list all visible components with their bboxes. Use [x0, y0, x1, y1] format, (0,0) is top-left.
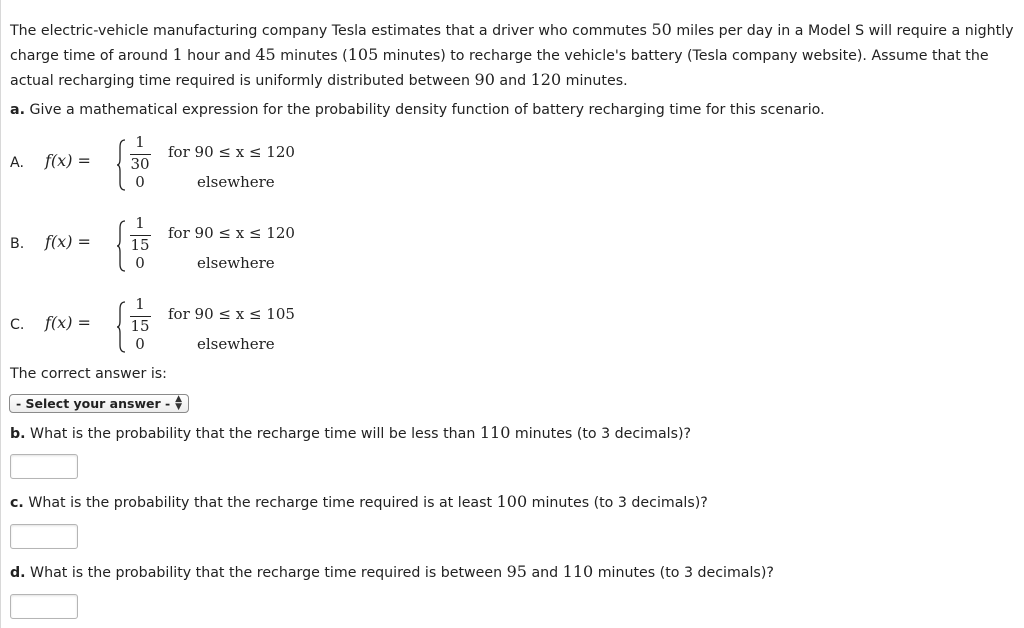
- question-text: and: [526, 565, 563, 581]
- intro-text: and: [494, 73, 531, 89]
- question-text: minutes (to 3 decimals)?: [527, 495, 708, 511]
- threshold-value: 100: [496, 492, 528, 511]
- question-label: a.: [10, 102, 25, 118]
- threshold-value: 110: [479, 423, 511, 442]
- upper-value: 110: [562, 562, 594, 581]
- select-value: - Select your answer -: [16, 396, 171, 411]
- intro-text: The electric-vehicle manufacturing company Tesla estimates that a driver who commutes: [10, 23, 652, 39]
- left-border: [0, 0, 1, 628]
- pdf-function-label: f(x) =: [45, 313, 91, 332]
- pdf-function-label: f(x) =: [45, 232, 91, 251]
- zero-value: 0: [135, 254, 145, 272]
- fraction-numerator: 1: [135, 214, 145, 232]
- question-b: [10, 421, 1020, 446]
- total-minutes-value: 105: [347, 45, 379, 64]
- option-letter: A.: [10, 155, 24, 171]
- upper-bound-value: 120: [530, 70, 562, 89]
- pdf-function-label: f(x) =: [45, 151, 91, 170]
- question-text: Give a mathematical expression for the probability density function of battery recharging time for this scenario.: [24, 102, 825, 118]
- zero-value: 0: [135, 335, 145, 353]
- question-text: minutes (to 3 decimals)?: [510, 426, 692, 442]
- intro-text: miles per day in a Model S will require a nightly charge time of around: [10, 23, 1014, 64]
- option-c[interactable]: [10, 295, 410, 359]
- question-text: What is the probability that the recharge time required is at least: [23, 495, 497, 511]
- fraction-denominator: 30: [130, 155, 150, 173]
- lower-value: 95: [506, 562, 527, 581]
- question-text: minutes (to 3 decimals)?: [593, 565, 774, 581]
- question-label: c.: [10, 495, 24, 511]
- left-brace-icon: [116, 301, 126, 353]
- fraction-numerator: 1: [135, 295, 145, 313]
- updown-chevron-icon: ▲ ▼: [175, 394, 182, 412]
- intro-text: minutes) to recharge the vehicle's battery (Tesla company website). Assume that the actual recharging time required is uniformly distributed between: [10, 48, 989, 89]
- option-letter: C.: [10, 317, 25, 333]
- minutes-value: 45: [255, 45, 276, 64]
- option-letter: B.: [10, 236, 25, 252]
- left-brace-icon: [116, 139, 126, 191]
- domain-condition: for 90 ≤ x ≤ 120: [168, 224, 295, 242]
- question-label: d.: [10, 565, 26, 581]
- answer-c-input[interactable]: [10, 524, 78, 549]
- lower-bound-value: 90: [474, 70, 495, 89]
- left-brace-icon: [116, 220, 126, 272]
- option-a[interactable]: [10, 133, 410, 197]
- question-label: b.: [10, 426, 26, 442]
- domain-condition: for 90 ≤ x ≤ 120: [168, 143, 295, 161]
- miles-value: 50: [651, 20, 672, 39]
- correct-answer-label: The correct answer is:: [10, 366, 167, 382]
- question-a: [10, 98, 1020, 122]
- answer-select[interactable]: [9, 394, 189, 413]
- problem-statement: [10, 18, 1020, 93]
- fraction-numerator: 1: [135, 133, 145, 151]
- intro-text: minutes (: [275, 48, 348, 64]
- answer-b-input[interactable]: [10, 454, 78, 479]
- question-d: [10, 560, 1020, 585]
- question-text: What is the probability that the recharge time will be less than: [25, 426, 480, 442]
- question-text: What is the probability that the recharge time required is between: [25, 565, 507, 581]
- domain-condition: for 90 ≤ x ≤ 105: [168, 305, 295, 323]
- answer-d-input[interactable]: [10, 594, 78, 619]
- zero-value: 0: [135, 173, 145, 191]
- elsewhere-label: elsewhere: [197, 254, 275, 272]
- elsewhere-label: elsewhere: [197, 173, 275, 191]
- fraction-denominator: 15: [130, 317, 150, 335]
- fraction-denominator: 15: [130, 236, 150, 254]
- intro-text: hour and: [182, 48, 256, 64]
- option-b[interactable]: [10, 214, 410, 278]
- elsewhere-label: elsewhere: [197, 335, 275, 353]
- intro-text: minutes.: [561, 73, 628, 89]
- question-c: [10, 490, 1020, 515]
- hours-value: 1: [172, 45, 183, 64]
